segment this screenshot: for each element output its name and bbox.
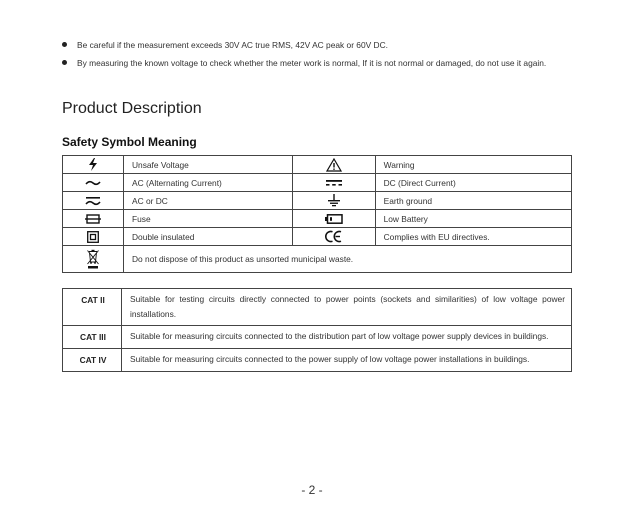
- unsafe-voltage-label: Unsafe Voltage: [124, 156, 293, 174]
- dc-icon-cell: [292, 174, 375, 192]
- ce-icon-cell: [292, 228, 375, 246]
- table-row: [63, 174, 572, 192]
- measurement-category-table: [62, 288, 572, 372]
- ac-icon-cell: [63, 174, 124, 192]
- lightning-bolt-icon: [88, 158, 98, 171]
- unsafe-voltage-icon-cell: [63, 156, 124, 174]
- ac-dc-icon-cell: [63, 192, 124, 210]
- double-insulated-icon-cell: [63, 228, 124, 246]
- table-row: [63, 228, 572, 246]
- table-row: [63, 289, 572, 326]
- bullet-text: By measuring the known voltage to check whether the meter work is normal, If it is not normal or damaged, do not use it again.: [77, 58, 547, 68]
- earth-ground-label: Earth ground: [375, 192, 571, 210]
- weee-icon-cell: [63, 246, 124, 273]
- crossed-bin-icon: [86, 249, 100, 269]
- page-number: - 2 -: [301, 483, 323, 497]
- dc-label: DC (Direct Current): [375, 174, 571, 192]
- table-row: [63, 326, 572, 349]
- bullet-text: Be careful if the measurement exceeds 30V AC true RMS, 42V AC peak or 60V DC.: [77, 40, 388, 50]
- ce-mark-icon: [325, 230, 343, 243]
- warning-icon-cell: [292, 156, 375, 174]
- double-insulated-label: Double insulated: [124, 228, 293, 246]
- category-name: CAT III: [63, 326, 122, 349]
- subsection-title: Safety Symbol Meaning: [62, 135, 197, 149]
- ce-label: Complies with EU directives.: [375, 228, 571, 246]
- safety-symbol-table: [62, 155, 572, 273]
- double-insulated-icon: [87, 231, 99, 243]
- weee-label: Do not dispose of this product as unsorted municipal waste.: [124, 246, 572, 273]
- earth-ground-icon-cell: [292, 192, 375, 210]
- fuse-icon-cell: [63, 210, 124, 228]
- warning-triangle-icon: [326, 158, 342, 172]
- category-description: Suitable for measuring circuits connected to the distribution part of low voltage power supply devices in buildings.: [122, 326, 572, 349]
- category-name: CAT IV: [63, 349, 122, 372]
- dc-symbol-icon: [325, 179, 343, 187]
- table-row: [63, 210, 572, 228]
- table-row: [63, 349, 572, 372]
- table-row: [63, 246, 572, 273]
- section-title: Product Description: [62, 100, 202, 117]
- warning-label: Warning: [375, 156, 571, 174]
- battery-icon: [325, 214, 343, 224]
- tilde-icon: [85, 179, 101, 187]
- ac-dc-symbol-icon: [85, 196, 101, 206]
- ground-icon: [327, 194, 341, 207]
- category-name: CAT II: [63, 289, 122, 326]
- fuse-label: Fuse: [124, 210, 293, 228]
- category-description: Suitable for testing circuits directly connected to power points (sockets and similarities) of low voltage power installations.: [122, 289, 572, 326]
- table-row: [63, 192, 572, 210]
- category-description: Suitable for measuring circuits connected to the power supply of low voltage power installations in buildings.: [122, 349, 572, 372]
- ac-label: AC (Alternating Current): [124, 174, 293, 192]
- list-item: [60, 38, 560, 52]
- table-row: [63, 156, 572, 174]
- low-battery-icon-cell: [292, 210, 375, 228]
- low-battery-label: Low Battery: [375, 210, 571, 228]
- bullet-dot-icon: [62, 42, 67, 47]
- fuse-icon: [85, 214, 101, 224]
- precaution-list: [60, 38, 560, 74]
- list-item: [60, 56, 560, 70]
- ac-or-dc-label: AC or DC: [124, 192, 293, 210]
- bullet-dot-icon: [62, 60, 67, 65]
